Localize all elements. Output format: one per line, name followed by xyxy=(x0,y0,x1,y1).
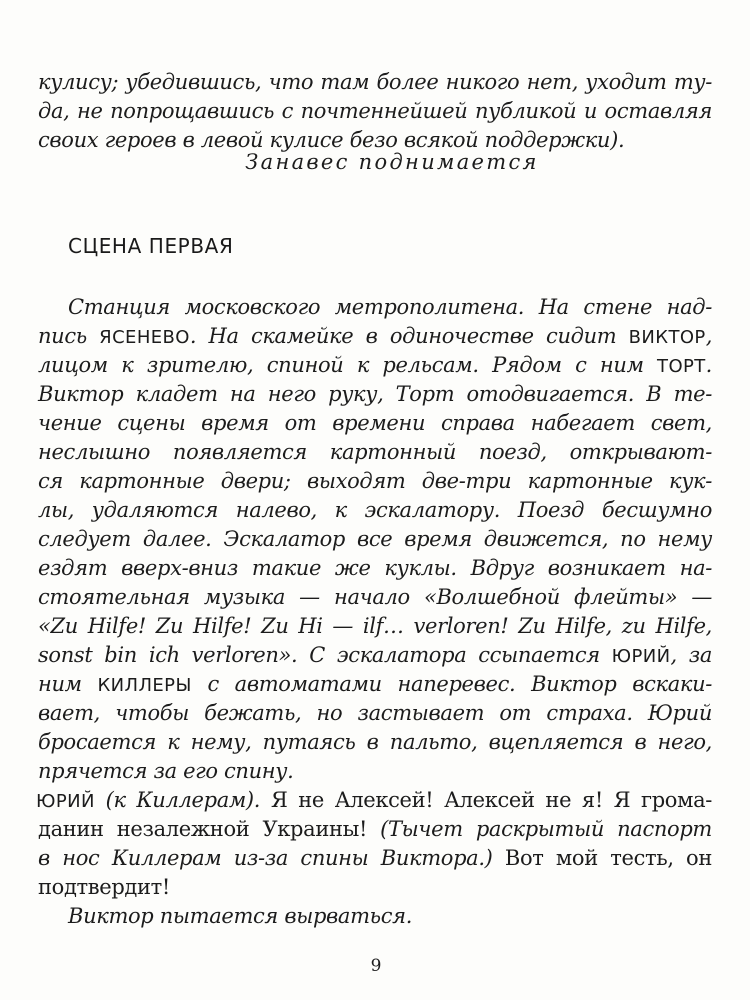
character-name: ВИКТОР xyxy=(628,327,706,348)
speech-line-1: ЮРИЙ (к Киллерам). Я не Алексей! Алексей не я! Я грома- xyxy=(36,788,712,812)
text-line-3: своих героев в левой кулисе безо всякой поддержки). xyxy=(38,128,625,152)
stage-line-2: пись ЯСЕНЕВО. На скамейке в одиночестве сидит ВИКТОР, xyxy=(38,324,713,348)
speaker-name: ЮРИЙ xyxy=(36,791,95,812)
final-stage-direction: Виктор пытается вырваться. xyxy=(68,904,413,928)
stage-line-4: Виктор кладет на него руку, Торт отодвигается. В те- xyxy=(38,382,712,406)
character-name: ТОРТ xyxy=(657,356,706,377)
stage-line-16: бросается к нему, путаясь в пальто, вцепляется в него, xyxy=(38,730,712,754)
stage-line-17: прячется за его спину. xyxy=(38,759,294,783)
stage-line-6: неслышно появляется картонный поезд, открывают- xyxy=(38,440,712,464)
character-name: ЮРИЙ xyxy=(611,646,671,667)
stage-line-1: Станция московского метрополитена. На стене над- xyxy=(68,295,712,319)
character-name: ЯСЕНЕВО xyxy=(99,327,190,348)
character-name: КИЛЛЕРЫ xyxy=(97,675,192,696)
stage-line-10: ездят вверх-вниз такие же куклы. Вдруг возникает на- xyxy=(38,556,712,580)
stage-line-12: «Zu Hilfe! Zu Hilfe! Zu Hi — ilf… verloren! Zu Hilfe, zu Hilfe, xyxy=(38,614,712,638)
stage-line-3: лицом к зрителю, спиной к рельсам. Рядом с ним ТОРТ. xyxy=(38,353,712,377)
speech-line-2: данин незалежной Украины! (Тычет раскрытый паспорт xyxy=(38,817,712,841)
stage-line-5: чение сцены время от времени справа набегает свет, xyxy=(38,411,712,435)
text-line-2: да, не попрощавшись с почтеннейшей публикой и оставляя xyxy=(38,99,712,123)
stage-line-15: вает, чтобы бежать, но застывает от страха. Юрий xyxy=(38,701,712,725)
stage-line-7: ся картонные двери; выходят две-три картонные кук- xyxy=(38,469,712,493)
stage-line-9: следует далее. Эскалатор все время движется, по нему xyxy=(38,527,712,551)
stage-line-8: лы, удаляются налево, к эскалатору. Поезд бесшумно xyxy=(38,498,712,522)
text-line-1: кулису; убедившись, что там более никого нет, уходит ту- xyxy=(38,70,712,94)
stage-line-11: стоятельная музыка — начало «Волшебной флейты» — xyxy=(38,585,712,609)
stage-direction-curtain: Занавес поднимается xyxy=(245,150,539,174)
page-number: 9 xyxy=(370,956,382,976)
stage-line-13: sonst bin ich verloren». С эскалатора ссыпается ЮРИЙ, за xyxy=(38,643,712,667)
stage-line-14: ним КИЛЛЕРЫ с автоматами наперевес. Виктор вскаки- xyxy=(38,672,712,696)
scene-title: СЦЕНА ПЕРВАЯ xyxy=(68,234,234,258)
speech-line-3: в нос Киллерам из-за спины Виктора.) Вот мой тесть, он xyxy=(38,846,712,870)
speech-line-4: подтвердит! xyxy=(38,875,171,899)
